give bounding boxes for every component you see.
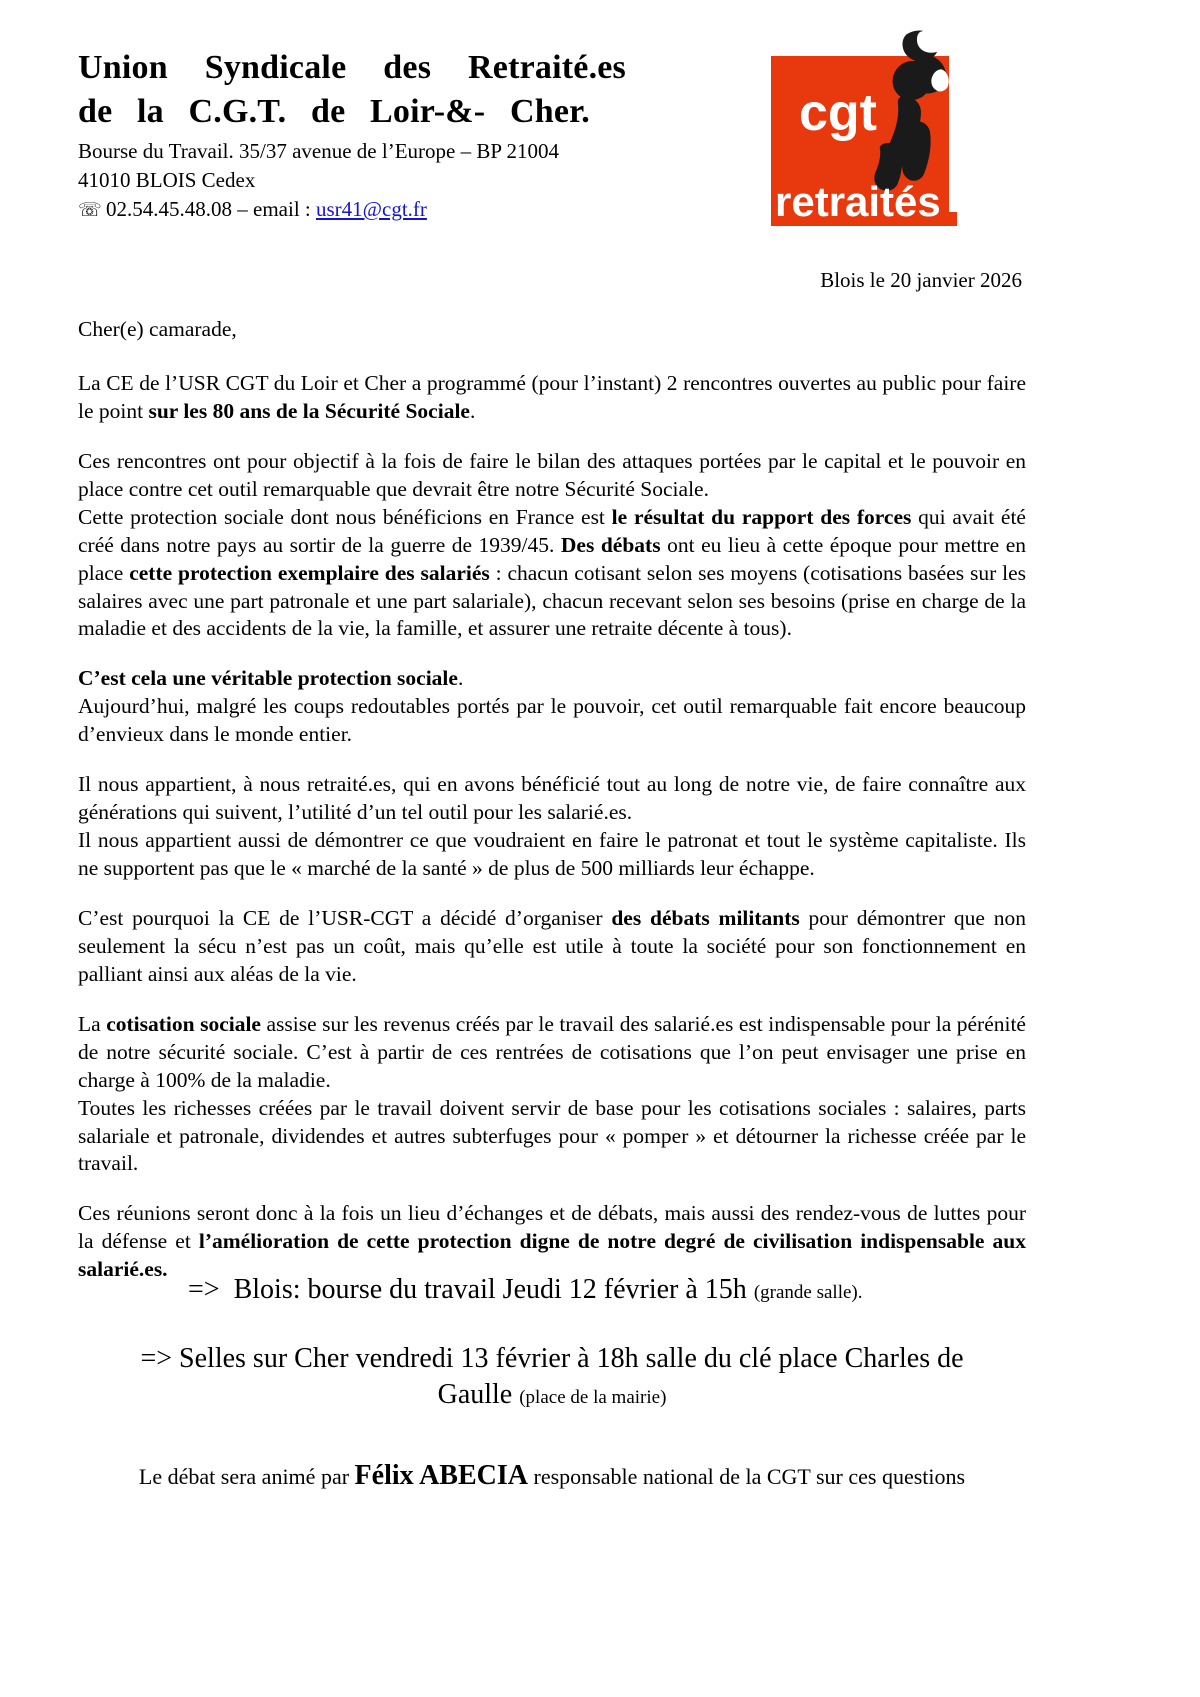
speaker-name: Félix ABECIA <box>354 1460 528 1491</box>
paragraph-6: Il nous appartient, à nous retraité.es, qui en avons bénéficié tout au long de notre vie, de faire connaître aux générations qui suivent, l’utilité d’un tel outil pour les salarié.es. <box>78 772 1026 825</box>
p4-tail: . <box>457 666 464 691</box>
p11-bold: l’amélioration de cette protection digne de notre degré de civilisation indispensable aux salarié.es. <box>78 1229 1026 1282</box>
p1-text-c: . <box>469 398 476 423</box>
event-2-arrow: => <box>140 1343 173 1374</box>
event-2-venue: Gaulle <box>437 1379 513 1411</box>
p11-text-a: Ces réunions seront donc à la fois un lieu d’échanges et de débats, mais aussi des rendez-vous de luttes pour la défense et <box>78 1201 1026 1254</box>
p3-text-c: qui avait été créé dans notre pays au sortir de la guerre de 1939/45. <box>78 504 1026 557</box>
address-line-2: 41010 BLOIS Cedex <box>78 168 256 192</box>
p9-text-c: assise sur les revenus créés par le travail des salarié.es est indispensable pour la pérénité de notre sécurité sociale. C’est à partir de ces rentrées de cotisations que l’on peut envisager une prise en charge à 100% de la maladie. <box>78 1011 1026 1092</box>
email-link[interactable]: usr41@cgt.fr <box>316 196 427 221</box>
paragraph-3 <box>78 504 1026 644</box>
p3-bold-d: Des débats <box>560 532 661 557</box>
paragraph-8 <box>78 905 1026 989</box>
letterhead <box>78 46 738 224</box>
p3-bold-b: le résultat du rapport des forces <box>611 504 912 529</box>
speaker-line <box>78 1460 1026 1492</box>
p3-text-a: Cette protection sociale dont nous bénéficions en France est <box>78 504 612 529</box>
p8-text-a: C’est pourquoi la CE de l’USR-CGT a décidé d’organiser <box>78 905 612 930</box>
event-2-line-2 <box>78 1377 1026 1413</box>
cgt-logo-svg <box>757 26 969 231</box>
p3-text-e: ont eu lieu à cette époque pour mettre en place <box>78 532 1026 585</box>
speaker-suffix: responsable national de la CGT sur ces questions <box>528 1464 966 1489</box>
logo-brand-text: cgt <box>799 84 877 142</box>
p3-bold-f: cette protection exemplaire des salariés <box>129 560 490 585</box>
event-2-line-1 <box>78 1341 1026 1377</box>
paragraph-7: Il nous appartient aussi de démontrer ce que voudraient en faire le patronat et tout le système capitaliste. Ils ne supportent pas que le « marché de la santé » de plus de 500 milliards leur échappe. <box>78 828 1026 880</box>
contact-line <box>78 195 738 224</box>
speaker-prefix: Le débat sera animé par <box>138 1464 355 1489</box>
events-section <box>78 1272 1026 1424</box>
organization-title-line2: de la C.G.T. de Loir-&- Cher. <box>78 92 590 130</box>
date-line: Blois le 20 janvier 2026 <box>820 268 1022 292</box>
p1-bold: sur les 80 ans de la Sécurité Sociale <box>148 398 470 423</box>
paragraph-4 <box>78 665 1026 693</box>
paragraph-2: Ces rencontres ont pour objectif à la fois de faire le bilan des attaques portées par le capital et le pouvoir en place contre cet outil remarquable que devrait être notre Sécurité Sociale. <box>78 448 1026 501</box>
p4-bold: C’est cela une véritable protection sociale <box>78 666 458 691</box>
paragraph-5: Aujourd’hui, malgré les coups redoutables portés par le pouvoir, cet outil remarquable fait encore beaucoup d’envieux dans le monde entier. <box>78 694 1026 747</box>
p9-bold: cotisation sociale <box>106 1011 261 1036</box>
event-1-text: Blois: bourse du travail Jeudi 12 février à 15h <box>233 1274 747 1305</box>
address-line-1: Bourse du Travail. 35/37 avenue de l’Europe – BP 21004 <box>78 139 560 164</box>
paragraph-9 <box>78 1011 1026 1095</box>
logo-subtitle-text: retraités <box>775 178 941 225</box>
p8-text-c: pour démontrer que non seulement la sécu n’est pas un coût, mais qu’elle est utile à toute la société pour son fonctionnement en palliant ainsi aux aléas de la vie. <box>78 905 1026 986</box>
p9-text-a: La <box>78 1011 107 1036</box>
salutation: Cher(e) camarade, <box>78 317 237 341</box>
event-blois <box>78 1272 1026 1307</box>
event-2-note: (place de la mairie) <box>519 1387 667 1409</box>
event-1-note: (grande salle). <box>753 1282 863 1303</box>
organization-address <box>78 137 738 224</box>
organization-title <box>78 46 738 133</box>
event-1-arrow: => <box>188 1274 220 1305</box>
paragraph-1 <box>78 370 1026 426</box>
p3-text-g: : chacun cotisant selon ses moyens (cotisations basées sur les salaires avec une part patronale et une part salariale), chacun recevant selon ses besoins (prise en charge de la maladie et des accidents de la vie, la famille, et assurer une retraite décente à tous). <box>78 560 1027 641</box>
letter-body <box>78 316 1026 1306</box>
telephone-icon: ☏ <box>78 199 101 221</box>
event-2-text: Selles sur Cher vendredi 13 février à 18h salle du clé place Charles de <box>179 1343 964 1374</box>
p1-text-a: La CE de l’USR CGT du Loir et Cher a programmé (pour l’instant) 2 rencontres ouvertes au public pour faire le point <box>78 370 1026 423</box>
phone-number-text: 02.54.45.48.08 – email : <box>106 196 316 221</box>
cgt-retraites-logo <box>757 26 969 231</box>
organization-title-line1: Union Syndicale des Retraité.es <box>78 49 626 86</box>
paragraph-10: Toutes les richesses créées par le travail doivent servir de base pour les cotisations sociales : salaires, parts salariale et patronale, dividendes et autres subterfuges pour « pomper » et détourner la richesse créée par le travail. <box>78 1095 1026 1176</box>
event-selles-sur-cher <box>78 1341 1026 1414</box>
p8-bold: des débats militants <box>611 905 800 930</box>
